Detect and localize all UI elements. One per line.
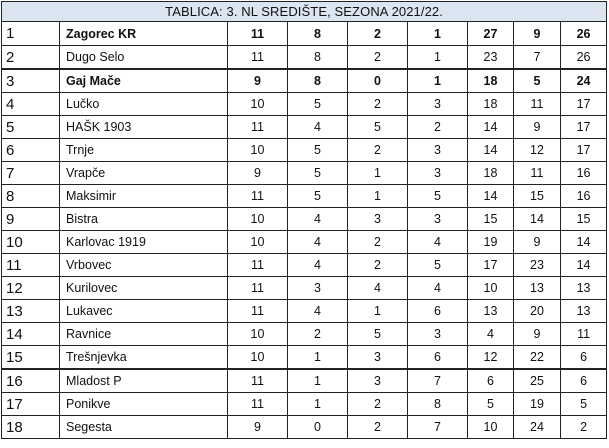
draws-cell: 5 [348, 116, 408, 139]
losses-cell: 3 [408, 208, 468, 231]
goals-for-cell: 13 [468, 300, 514, 323]
played-cell: 11 [228, 46, 288, 70]
points-cell: 11 [561, 323, 607, 346]
goals-for-cell: 5 [468, 393, 514, 416]
draws-cell: 1 [348, 300, 408, 323]
position-cell: 18 [2, 416, 60, 439]
table-title: TABLICA: 3. NL SREDIŠTE, SEZONA 2021/22. [2, 2, 607, 22]
table-row [2, 231, 607, 254]
table-row [2, 139, 607, 162]
losses-cell: 1 [408, 46, 468, 70]
position-cell: 15 [2, 346, 60, 370]
losses-cell: 2 [408, 116, 468, 139]
team-name-cell: Vrbovec [60, 254, 228, 277]
played-cell: 11 [228, 22, 288, 46]
losses-cell: 3 [408, 323, 468, 346]
played-cell: 11 [228, 185, 288, 208]
wins-cell: 4 [288, 208, 348, 231]
wins-cell: 1 [288, 393, 348, 416]
team-name-cell: Karlovac 1919 [60, 231, 228, 254]
team-name-cell: Ravnice [60, 323, 228, 346]
points-cell: 16 [561, 162, 607, 185]
goals-for-cell: 12 [468, 346, 514, 370]
table-row [2, 162, 607, 185]
played-cell: 10 [228, 208, 288, 231]
points-cell: 6 [561, 346, 607, 370]
draws-cell: 2 [348, 93, 408, 116]
goals-for-cell: 15 [468, 208, 514, 231]
goals-for-cell: 23 [468, 46, 514, 70]
goals-for-cell: 10 [468, 277, 514, 300]
wins-cell: 4 [288, 116, 348, 139]
goals-for-cell: 10 [468, 416, 514, 439]
draws-cell: 2 [348, 231, 408, 254]
points-cell: 13 [561, 277, 607, 300]
draws-cell: 1 [348, 185, 408, 208]
wins-cell: 5 [288, 162, 348, 185]
losses-cell: 3 [408, 93, 468, 116]
draws-cell: 4 [348, 277, 408, 300]
position-cell: 6 [2, 139, 60, 162]
played-cell: 10 [228, 323, 288, 346]
played-cell: 11 [228, 393, 288, 416]
team-name-cell: Vrapče [60, 162, 228, 185]
played-cell: 10 [228, 346, 288, 370]
wins-cell: 8 [288, 69, 348, 93]
points-cell: 26 [561, 22, 607, 46]
played-cell: 11 [228, 116, 288, 139]
goals-against-cell: 9 [514, 323, 561, 346]
draws-cell: 3 [348, 208, 408, 231]
losses-cell: 5 [408, 185, 468, 208]
points-cell: 17 [561, 116, 607, 139]
team-name-cell: Maksimir [60, 185, 228, 208]
draws-cell: 3 [348, 369, 408, 393]
draws-cell: 2 [348, 254, 408, 277]
position-cell: 8 [2, 185, 60, 208]
goals-for-cell: 17 [468, 254, 514, 277]
position-cell: 7 [2, 162, 60, 185]
losses-cell: 3 [408, 162, 468, 185]
losses-cell: 5 [408, 254, 468, 277]
goals-for-cell: 18 [468, 93, 514, 116]
goals-against-cell: 9 [514, 231, 561, 254]
wins-cell: 5 [288, 185, 348, 208]
position-cell: 10 [2, 231, 60, 254]
goals-for-cell: 14 [468, 116, 514, 139]
goals-against-cell: 5 [514, 69, 561, 93]
goals-against-cell: 15 [514, 185, 561, 208]
goals-against-cell: 11 [514, 93, 561, 116]
standings-table [1, 1, 607, 439]
team-name-cell: Mladost P [60, 369, 228, 393]
played-cell: 9 [228, 416, 288, 439]
team-name-cell: Dugo Selo [60, 46, 228, 70]
table-row [2, 254, 607, 277]
goals-against-cell: 14 [514, 208, 561, 231]
goals-against-cell: 20 [514, 300, 561, 323]
draws-cell: 2 [348, 46, 408, 70]
position-cell: 5 [2, 116, 60, 139]
table-row [2, 208, 607, 231]
position-cell: 14 [2, 323, 60, 346]
table-row [2, 416, 607, 439]
wins-cell: 3 [288, 277, 348, 300]
position-cell: 11 [2, 254, 60, 277]
goals-for-cell: 18 [468, 162, 514, 185]
team-name-cell: HAŠK 1903 [60, 116, 228, 139]
wins-cell: 8 [288, 22, 348, 46]
points-cell: 14 [561, 254, 607, 277]
losses-cell: 4 [408, 277, 468, 300]
wins-cell: 2 [288, 323, 348, 346]
losses-cell: 6 [408, 300, 468, 323]
draws-cell: 0 [348, 69, 408, 93]
table-row [2, 393, 607, 416]
losses-cell: 8 [408, 393, 468, 416]
standings-table-wrapper [1, 1, 606, 439]
points-cell: 13 [561, 300, 607, 323]
points-cell: 14 [561, 231, 607, 254]
position-cell: 1 [2, 22, 60, 46]
goals-for-cell: 27 [468, 22, 514, 46]
played-cell: 9 [228, 162, 288, 185]
goals-for-cell: 18 [468, 69, 514, 93]
team-name-cell: Zagorec KR [60, 22, 228, 46]
position-cell: 17 [2, 393, 60, 416]
table-row [2, 69, 607, 93]
team-name-cell: Segesta [60, 416, 228, 439]
losses-cell: 7 [408, 369, 468, 393]
team-name-cell: Trešnjevka [60, 346, 228, 370]
table-row [2, 93, 607, 116]
table-row [2, 323, 607, 346]
losses-cell: 1 [408, 22, 468, 46]
draws-cell: 2 [348, 393, 408, 416]
goals-against-cell: 23 [514, 254, 561, 277]
played-cell: 10 [228, 139, 288, 162]
table-row [2, 46, 607, 70]
played-cell: 11 [228, 369, 288, 393]
goals-against-cell: 9 [514, 22, 561, 46]
losses-cell: 1 [408, 69, 468, 93]
points-cell: 5 [561, 393, 607, 416]
points-cell: 17 [561, 93, 607, 116]
played-cell: 11 [228, 300, 288, 323]
position-cell: 13 [2, 300, 60, 323]
wins-cell: 1 [288, 369, 348, 393]
team-name-cell: Lukavec [60, 300, 228, 323]
goals-against-cell: 7 [514, 46, 561, 70]
table-row [2, 116, 607, 139]
goals-against-cell: 24 [514, 416, 561, 439]
points-cell: 24 [561, 69, 607, 93]
wins-cell: 1 [288, 346, 348, 370]
points-cell: 16 [561, 185, 607, 208]
losses-cell: 6 [408, 346, 468, 370]
table-row [2, 300, 607, 323]
team-name-cell: Lučko [60, 93, 228, 116]
wins-cell: 0 [288, 416, 348, 439]
draws-cell: 5 [348, 323, 408, 346]
goals-against-cell: 11 [514, 162, 561, 185]
position-cell: 9 [2, 208, 60, 231]
team-name-cell: Kurilovec [60, 277, 228, 300]
draws-cell: 1 [348, 162, 408, 185]
position-cell: 12 [2, 277, 60, 300]
wins-cell: 8 [288, 46, 348, 70]
position-cell: 3 [2, 69, 60, 93]
wins-cell: 4 [288, 300, 348, 323]
draws-cell: 2 [348, 416, 408, 439]
points-cell: 17 [561, 139, 607, 162]
table-title-row [2, 2, 607, 22]
played-cell: 11 [228, 254, 288, 277]
team-name-cell: Gaj Mače [60, 69, 228, 93]
played-cell: 10 [228, 231, 288, 254]
points-cell: 26 [561, 46, 607, 70]
team-name-cell: Bistra [60, 208, 228, 231]
goals-against-cell: 25 [514, 369, 561, 393]
goals-against-cell: 12 [514, 139, 561, 162]
draws-cell: 3 [348, 346, 408, 370]
losses-cell: 3 [408, 139, 468, 162]
draws-cell: 2 [348, 139, 408, 162]
table-row [2, 22, 607, 46]
wins-cell: 5 [288, 93, 348, 116]
table-row [2, 369, 607, 393]
points-cell: 2 [561, 416, 607, 439]
goals-against-cell: 19 [514, 393, 561, 416]
goals-against-cell: 13 [514, 277, 561, 300]
losses-cell: 7 [408, 416, 468, 439]
wins-cell: 5 [288, 139, 348, 162]
wins-cell: 4 [288, 254, 348, 277]
position-cell: 16 [2, 369, 60, 393]
table-row [2, 346, 607, 370]
goals-for-cell: 14 [468, 185, 514, 208]
goals-for-cell: 19 [468, 231, 514, 254]
goals-for-cell: 4 [468, 323, 514, 346]
table-row [2, 185, 607, 208]
points-cell: 6 [561, 369, 607, 393]
table-row [2, 277, 607, 300]
played-cell: 9 [228, 69, 288, 93]
wins-cell: 4 [288, 231, 348, 254]
goals-for-cell: 6 [468, 369, 514, 393]
goals-for-cell: 14 [468, 139, 514, 162]
position-cell: 2 [2, 46, 60, 70]
points-cell: 15 [561, 208, 607, 231]
played-cell: 10 [228, 93, 288, 116]
goals-against-cell: 9 [514, 116, 561, 139]
played-cell: 11 [228, 277, 288, 300]
team-name-cell: Trnje [60, 139, 228, 162]
draws-cell: 2 [348, 22, 408, 46]
position-cell: 4 [2, 93, 60, 116]
goals-against-cell: 22 [514, 346, 561, 370]
losses-cell: 4 [408, 231, 468, 254]
team-name-cell: Ponikve [60, 393, 228, 416]
